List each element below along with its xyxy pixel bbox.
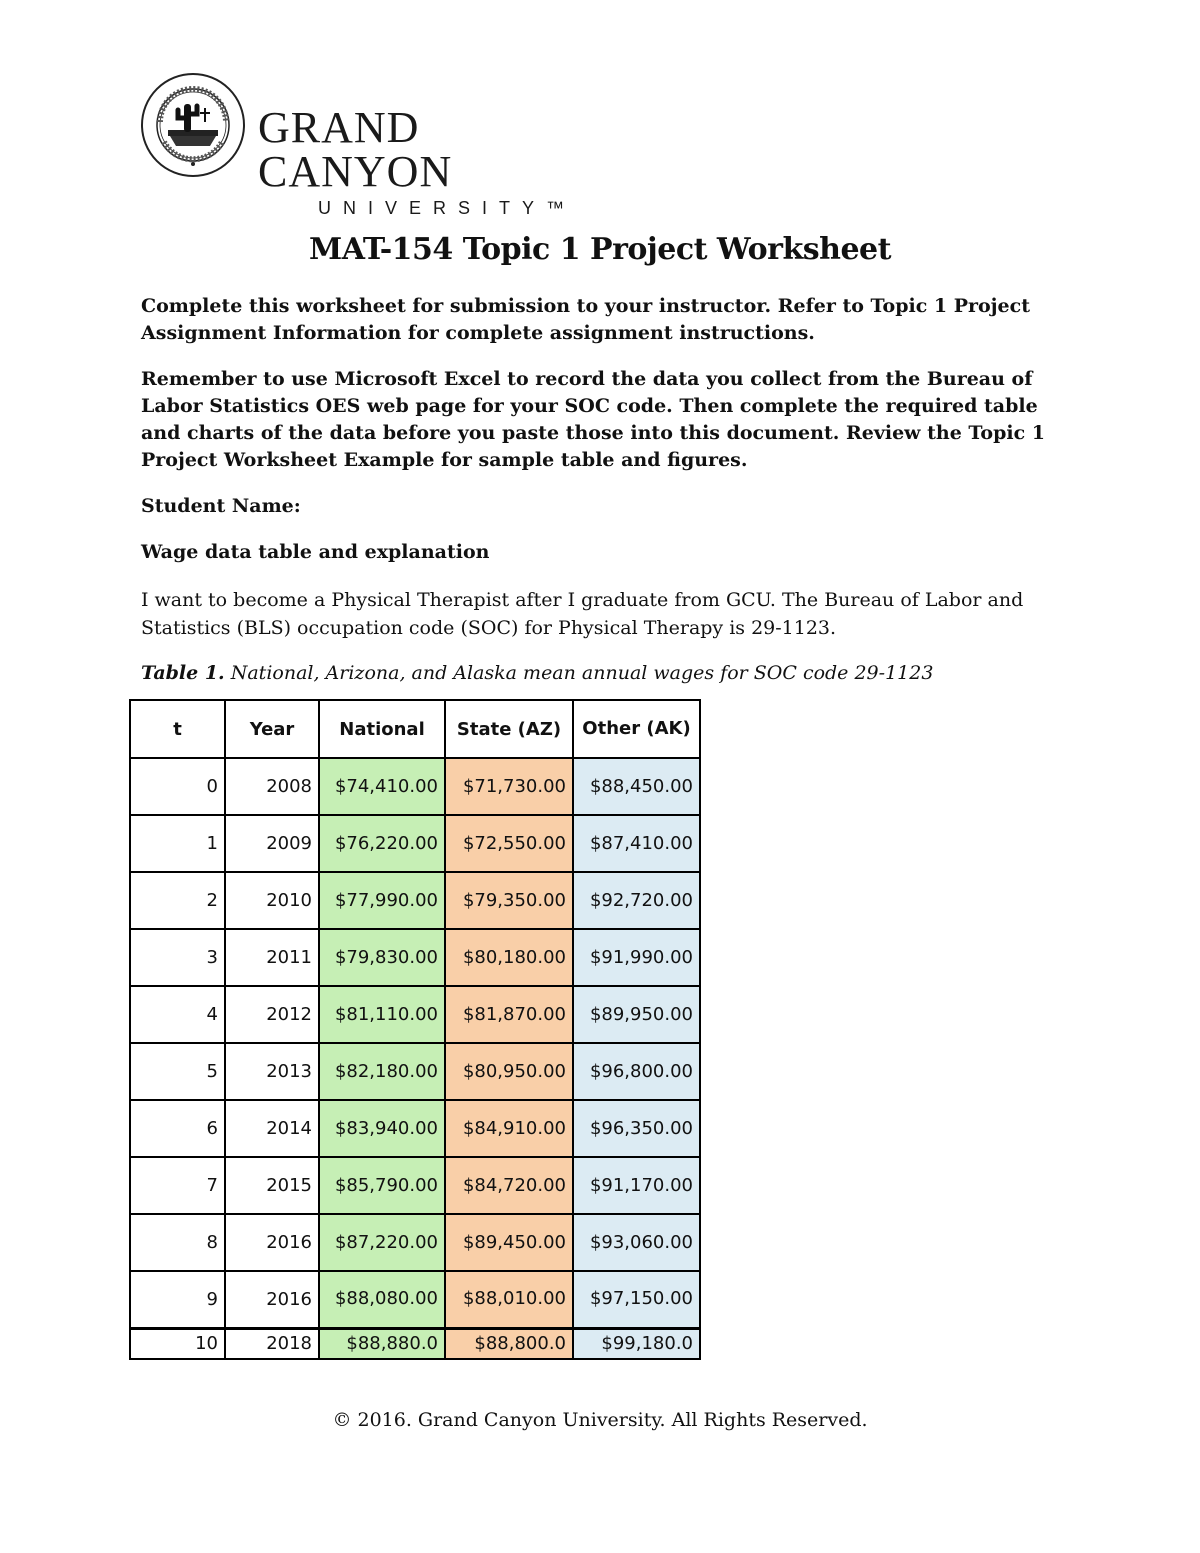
cell-state: $80,180.00 [445, 929, 573, 986]
cell-t: 4 [130, 986, 225, 1043]
cell-year: 2008 [225, 758, 319, 815]
cell-year: 2009 [225, 815, 319, 872]
page-title: MAT-154 Topic 1 Project Worksheet [309, 232, 891, 267]
cell-other: $89,950.00 [573, 986, 700, 1043]
cell-other: $91,990.00 [573, 929, 700, 986]
cell-other: $93,060.00 [573, 1214, 700, 1271]
cell-other: $97,150.00 [573, 1271, 700, 1328]
cell-state: $84,720.00 [445, 1157, 573, 1214]
cell-year: 2018 [225, 1328, 319, 1359]
cell-year: 2011 [225, 929, 319, 986]
wordmark [258, 103, 620, 219]
table-row [130, 986, 700, 1043]
cell-t: 10 [130, 1328, 225, 1359]
table-row [130, 929, 700, 986]
cell-national: $76,220.00 [319, 815, 445, 872]
cell-t: 1 [130, 815, 225, 872]
table-row [130, 1043, 700, 1100]
cell-other: $96,800.00 [573, 1043, 700, 1100]
table-row [130, 1214, 700, 1271]
header-national: National [319, 700, 445, 758]
table-row [130, 1157, 700, 1214]
header-state: State (AZ) [445, 700, 573, 758]
copyright-footer: © 2016. Grand Canyon University. All Rights Reserved. [332, 1409, 868, 1431]
cell-state: $80,950.00 [445, 1043, 573, 1100]
cell-t: 8 [130, 1214, 225, 1271]
cell-national: $81,110.00 [319, 986, 445, 1043]
cell-t: 2 [130, 872, 225, 929]
intro-paragraph-1: Complete this worksheet for submission to your instructor. Refer to Topic 1 Project Assignment Information for complete assignment instructions. [141, 295, 1030, 344]
cell-year: 2014 [225, 1100, 319, 1157]
table-row [130, 1100, 700, 1157]
cell-t: 7 [130, 1157, 225, 1214]
gcu-logo [140, 70, 620, 218]
cell-national: $82,180.00 [319, 1043, 445, 1100]
cell-other: $91,170.00 [573, 1157, 700, 1214]
table-header-row [130, 700, 700, 758]
wordmark-university: UNIVERSITY™ [318, 198, 577, 218]
cell-t: 0 [130, 758, 225, 815]
table-caption [141, 662, 933, 684]
cell-state: $88,010.00 [445, 1271, 573, 1328]
cell-other: $99,180.0 [573, 1328, 700, 1359]
table-caption-text: National, Arizona, and Alaska mean annual wages for SOC code 29-1123 [224, 662, 934, 684]
cell-national: $79,830.00 [319, 929, 445, 986]
wage-data-table [129, 699, 701, 1360]
cell-state: $89,450.00 [445, 1214, 573, 1271]
cell-other: $88,450.00 [573, 758, 700, 815]
cell-national: $77,990.00 [319, 872, 445, 929]
cell-year: 2012 [225, 986, 319, 1043]
cell-national: $85,790.00 [319, 1157, 445, 1214]
cell-year: 2015 [225, 1157, 319, 1214]
cell-other: $92,720.00 [573, 872, 700, 929]
cell-t: 5 [130, 1043, 225, 1100]
cell-state: $88,800.0 [445, 1328, 573, 1359]
cell-year: 2013 [225, 1043, 319, 1100]
cell-national: $83,940.00 [319, 1100, 445, 1157]
cell-t: 9 [130, 1271, 225, 1328]
table-row [130, 872, 700, 929]
cell-year: 2016 [225, 1214, 319, 1271]
cell-state: $79,350.00 [445, 872, 573, 929]
cell-national: $74,410.00 [319, 758, 445, 815]
table-row [130, 1271, 700, 1328]
header-other: Other (AK) [573, 700, 700, 758]
header-year: Year [225, 700, 319, 758]
cell-national: $88,080.00 [319, 1271, 445, 1328]
cell-national: $88,880.0 [319, 1328, 445, 1359]
cell-other: $96,350.00 [573, 1100, 700, 1157]
cell-year: 2016 [225, 1271, 319, 1328]
table-row [130, 815, 700, 872]
cell-t: 3 [130, 929, 225, 986]
table-caption-label: Table 1. [141, 662, 225, 684]
student-name-label: Student Name: [141, 495, 301, 517]
cell-state: $72,550.00 [445, 815, 573, 872]
cell-state: $81,870.00 [445, 986, 573, 1043]
explanation-paragraph: I want to become a Physical Therapist after I graduate from GCU. The Bureau of Labor and Statistics (BLS) occupation code (SOC) for Physical Therapy is 29-1123. [141, 589, 1024, 639]
table-row [130, 758, 700, 815]
cell-state: $71,730.00 [445, 758, 573, 815]
cell-t: 6 [130, 1100, 225, 1157]
wordmark-grand-canyon: GRAND CANYON [258, 103, 453, 196]
table-row-last [130, 1328, 700, 1359]
university-seal-icon [140, 72, 246, 178]
cell-national: $87,220.00 [319, 1214, 445, 1271]
section-heading: Wage data table and explanation [141, 541, 490, 563]
cell-year: 2010 [225, 872, 319, 929]
cell-other: $87,410.00 [573, 815, 700, 872]
intro-paragraph-2: Remember to use Microsoft Excel to record the data you collect from the Bureau of Labor Statistics OES web page for your SOC code. Then complete the required table and charts of the data before you paste those into this document. Review the Topic 1 Project Worksheet Example for sample table and figures. [141, 368, 1045, 471]
cell-state: $84,910.00 [445, 1100, 573, 1157]
header-t: t [130, 700, 225, 758]
